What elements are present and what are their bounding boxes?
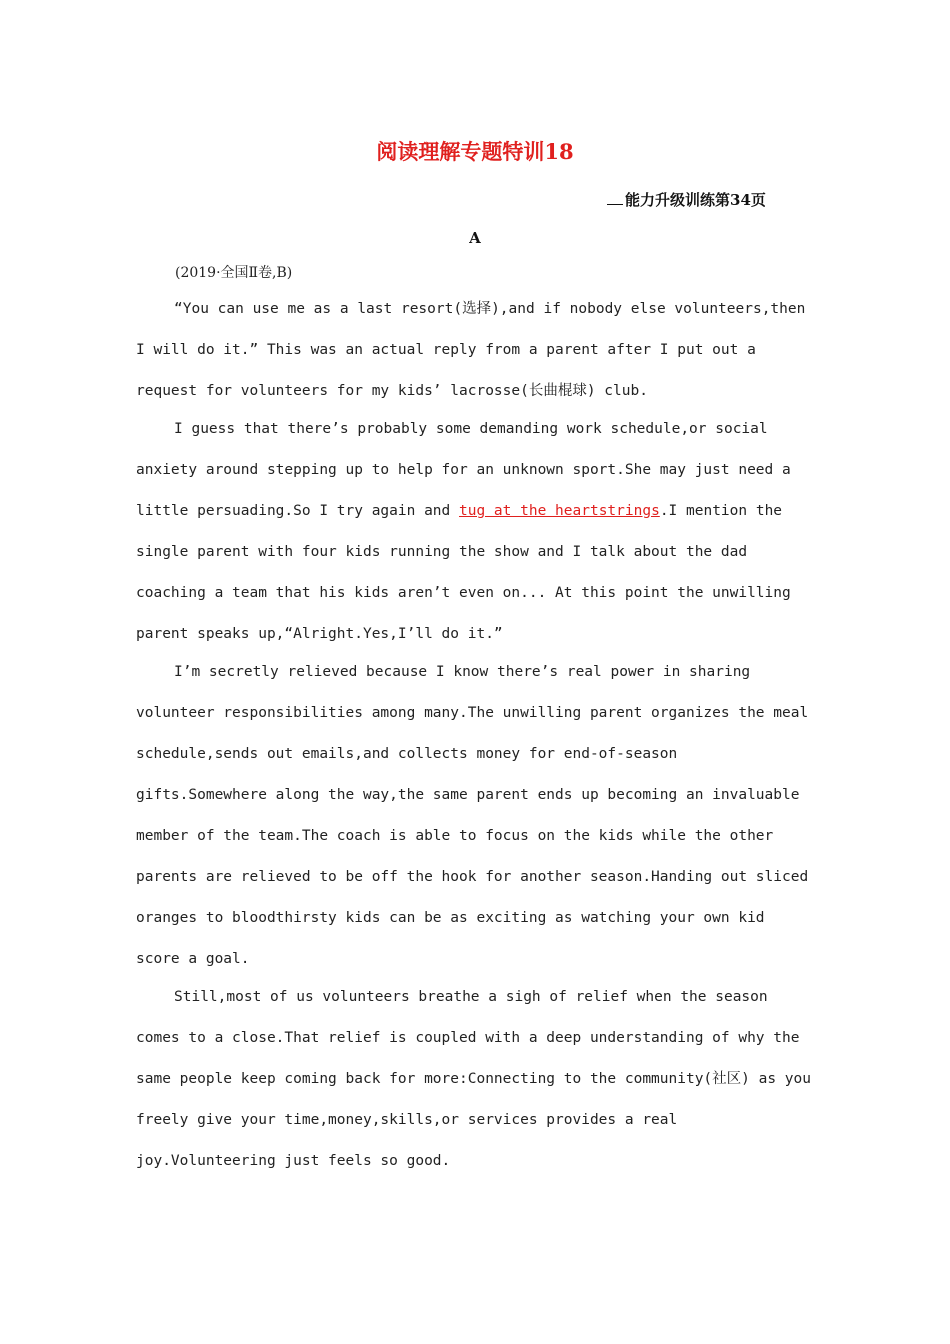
paragraph-3: I’m secretly relieved because I know there’s real power in sharing volunteer responsibilities among many.The unwilling parent organizes the meal schedule,sends out emails,and collects money for end-of-season gifts.Somewhere along the way,the same parent ends up becoming an invaluable member of the team.The coach is able to focus on the kids while the other parents are relieved to be off the hook for another season.Handing out sliced oranges to bloodthirsty kids can be as exciting as watching your own kid score a goal.	[136, 664, 809, 967]
blank-underline	[607, 190, 623, 205]
paragraph-2-text-a: I guess that there’s probably some demanding work schedule,or social anxiety around stepping up to help for an unknown sport.She may just need a little persuading.So I try again and	[136, 421, 791, 519]
paragraph-4: Still,most of us volunteers breathe a sigh of relief when the season comes to a close.That relief is coupled with a deep understanding of why the same people keep coming back for more:Connecting to the community(社区) as you freely give your time,money,skills,or services provides a real joy.Volunteering just feels so good.	[136, 989, 812, 1169]
page-reference-text: 能力升级训练第34页	[625, 191, 766, 209]
paragraph-2-text-b: .I mention the single parent with four kids running the show and I talk about the dad coaching a team that his kids aren’t even on... At this point the unwilling parent speaks up,“Alright.Yes,I’ll do it.”	[136, 503, 791, 642]
reading-passage	[136, 289, 816, 1179]
paragraph-1: “You can use me as a last resort(选择),and if nobody else volunteers,then I will do it.” This was an actual reply from a parent after I put out a request for volunteers for my kids’ lacrosse(长曲棍球) club.	[136, 301, 806, 399]
paragraph-2	[136, 409, 816, 655]
question-source: (2019·全国Ⅱ卷,B)	[175, 265, 293, 281]
page-reference	[607, 189, 766, 210]
page-title: 阅读理解专题特训18	[376, 139, 574, 164]
section-label: A	[469, 229, 481, 247]
highlighted-phrase: tug at the heartstrings	[459, 503, 660, 519]
